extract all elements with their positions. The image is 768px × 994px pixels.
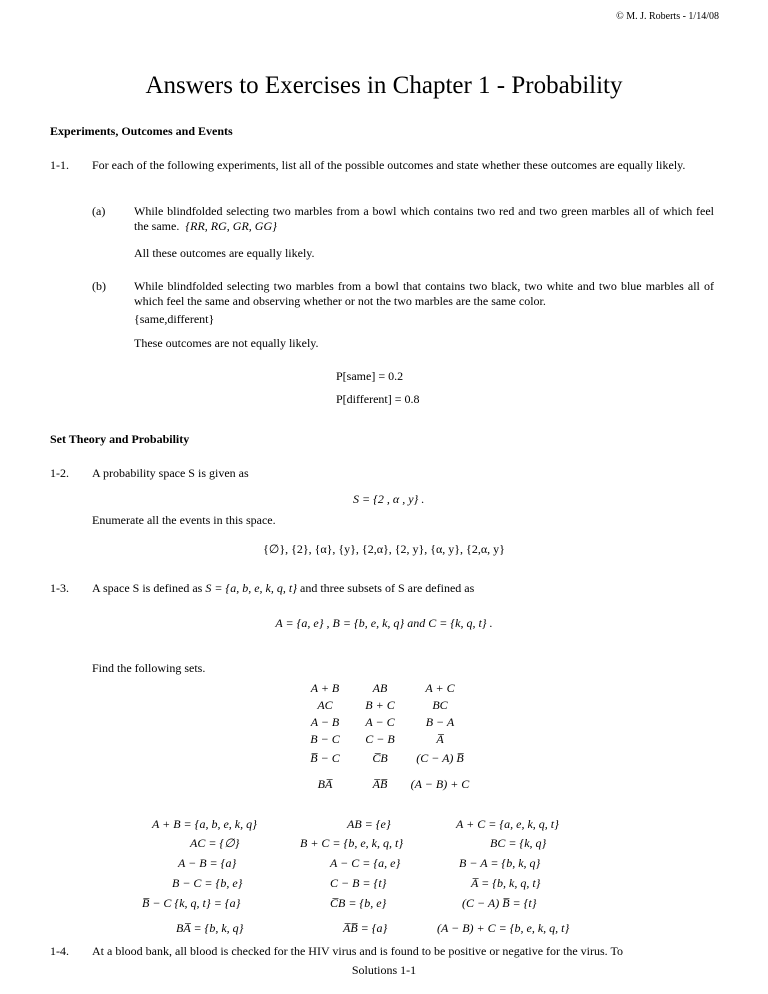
exercise-number-1-4: 1-4.: [50, 944, 69, 958]
answer-cell: A + B = {a, b, e, k, q}: [152, 817, 257, 831]
exercise-1-3-space: S = {a, b, e, k, q, t}: [205, 581, 297, 595]
expr-cell: (A − B) + C: [410, 777, 470, 791]
exercise-1-1-text: For each of the following experiments, list all of the possible outcomes and state whether these outcomes are equally likely.: [92, 158, 686, 172]
prob-same: P[same] = 0.2: [336, 369, 404, 383]
exercise-number-1-2: 1-2.: [50, 466, 69, 480]
expr-cell: A + C: [425, 681, 455, 695]
expr-cell: B − C: [310, 732, 340, 746]
exercise-1-2-prompt: Enumerate all the events in this space.: [92, 513, 276, 527]
answer-cell: A − C = {a, e}: [330, 856, 401, 870]
copyright-header: © M. J. Roberts - 1/14/08: [616, 11, 719, 22]
expr-cell: B − A: [425, 715, 455, 729]
expr-cell: BA̅: [317, 777, 333, 791]
prob-different: P[different] = 0.8: [336, 392, 420, 406]
answer-cell: B + C = {b, e, k, q, t}: [300, 836, 404, 850]
answer-cell: (C − A) B̅ = {t}: [462, 896, 537, 910]
part-a-text: While blindfolded selecting two marbles from a bowl which contains two red and two green marbles all of which feel the same. {RR, RG, GR, GG}: [134, 204, 714, 233]
exercise-1-3-text: A space S is defined as S = {a, b, e, k, q, t} and three subsets of S are defined as: [92, 581, 475, 595]
answer-cell: A + C = {a, e, k, q, t}: [456, 817, 559, 831]
part-a-outcome-set: {RR, RG, GR, GG}: [185, 219, 277, 233]
expr-cell: A − C: [365, 715, 395, 729]
answer-cell: BC = {k, q}: [490, 836, 547, 850]
answer-cell: C − B = {t}: [330, 876, 387, 890]
page-footer: Solutions 1-1: [351, 963, 417, 977]
expr-cell: A̅B̅: [372, 777, 388, 791]
part-b-outcome-set: {same,different}: [134, 312, 215, 326]
expr-cell: AC: [317, 698, 333, 712]
part-a-answer: All these outcomes are equally likely.: [134, 246, 315, 260]
exercise-number-1-1: 1-1.: [50, 158, 69, 172]
answer-cell: A̅B̅ = {a}: [343, 921, 388, 935]
answer-cell: B − C = {b, e}: [172, 876, 243, 890]
answer-cell: (A − B) + C = {b, e, k, q, t}: [437, 921, 570, 935]
expr-cell: AB: [372, 681, 388, 695]
expr-cell: A̅: [436, 732, 444, 746]
expr-cell: C̅B: [372, 751, 388, 765]
answer-cell: BA̅ = {b, k, q}: [176, 921, 244, 935]
part-b-text: While blindfolded selecting two marbles from a bowl that contains two black, two white and two blue marbles all of which feel the same and observing whether or not the two marbles are the same color.: [134, 279, 714, 308]
exercise-1-2-text: A probability space S is given as: [92, 466, 249, 480]
answer-cell: AB = {e}: [347, 817, 391, 831]
expr-cell: C − B: [365, 732, 395, 746]
answer-cell: A − B = {a}: [178, 856, 237, 870]
part-b-label: (b): [92, 279, 106, 293]
exercise-1-4-text: At a blood bank, all blood is checked for the HIV virus and is found to be positive or negative for the virus. To: [92, 944, 623, 958]
expr-cell: A − B: [310, 715, 340, 729]
answer-cell: A̅ = {b, k, q, t}: [471, 876, 541, 890]
expr-cell: (C − A) B̅: [416, 751, 464, 765]
expr-cell: B̅ − C: [310, 751, 340, 765]
expr-cell: B + C: [365, 698, 395, 712]
answer-cell: C̅B = {b, e}: [330, 896, 387, 910]
part-b-answer: These outcomes are not equally likely.: [134, 336, 319, 350]
section-heading-set-theory: Set Theory and Probability: [50, 432, 190, 446]
expr-cell: BC: [432, 698, 448, 712]
exercise-1-3-prompt: Find the following sets.: [92, 661, 206, 675]
exercise-number-1-3: 1-3.: [50, 581, 69, 595]
answer-cell: B − A = {b, k, q}: [459, 856, 541, 870]
exercise-1-3-subsets: A = {a, e} , B = {b, e, k, q} and C = {k, q, t} .: [275, 616, 493, 630]
exercise-1-2-space: S = {2 , α , y} .: [353, 492, 425, 506]
answer-cell: AC = {∅}: [190, 836, 240, 850]
exercise-1-2-events: {∅}, {2}, {α}, {y}, {2,α}, {2, y}, {α, y}, {2,α, y}: [263, 542, 505, 556]
page-title: Answers to Exercises in Chapter 1 - Probability: [145, 72, 623, 99]
part-a-label: (a): [92, 204, 106, 218]
section-heading-experiments: Experiments, Outcomes and Events: [50, 124, 233, 138]
answer-cell: B̅ − C {k, q, t} = {a}: [142, 896, 241, 910]
expr-cell: A + B: [310, 681, 340, 695]
